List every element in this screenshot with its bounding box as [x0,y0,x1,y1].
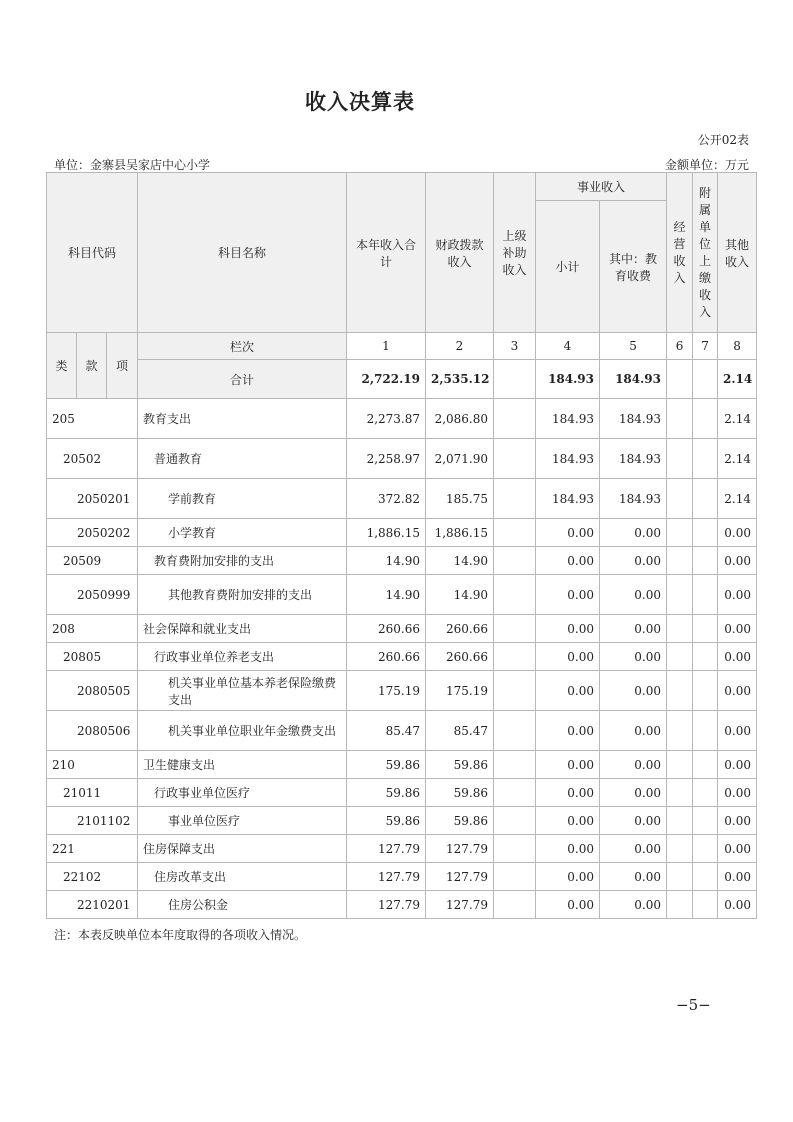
subsidy-income [494,751,536,779]
shiye-subtotal: 0.00 [536,643,600,671]
other-income: 0.00 [718,779,757,807]
subject-code: 20805 [47,643,138,671]
edu-fee: 0.00 [600,519,667,547]
total-value [693,360,718,399]
subject-name: 机关事业单位基本养老保险缴费支出 [138,671,347,711]
subject-name: 行政事业单位养老支出 [138,643,347,671]
table-row [47,399,757,439]
col-number: 4 [536,333,600,360]
other-income: 0.00 [718,751,757,779]
fiscal-income: 175.19 [426,671,494,711]
total-income: 1,886.15 [347,519,426,547]
other-income: 0.00 [718,615,757,643]
other-income: 0.00 [718,711,757,751]
header-subtotal: 小计 [536,201,600,333]
total-income: 372.82 [347,479,426,519]
operating-income [667,807,693,835]
total-income: 14.90 [347,575,426,615]
subject-name: 住房公积金 [138,891,347,919]
total-row [47,360,757,399]
total-income: 127.79 [347,891,426,919]
fiscal-income: 1,886.15 [426,519,494,547]
fiscal-income: 260.66 [426,643,494,671]
shiye-subtotal: 0.00 [536,779,600,807]
total-label: 合计 [138,360,347,399]
header-code: 科目代码 [47,173,138,333]
subsidy-income [494,779,536,807]
subject-code: 221 [47,835,138,863]
total-income: 59.86 [347,779,426,807]
total-value: 184.93 [536,360,600,399]
operating-income [667,671,693,711]
shiye-subtotal: 0.00 [536,751,600,779]
subject-name: 教育费附加安排的支出 [138,547,347,575]
edu-fee: 0.00 [600,751,667,779]
edu-fee: 0.00 [600,807,667,835]
fiscal-income: 14.90 [426,575,494,615]
total-income: 59.86 [347,751,426,779]
other-income: 0.00 [718,891,757,919]
subsidy-income [494,807,536,835]
subject-code: 2050201 [47,479,138,519]
total-value: 184.93 [600,360,667,399]
header-affiliated: 附属单位上缴收入 [693,173,718,333]
table-row [47,547,757,575]
subject-name: 学前教育 [138,479,347,519]
table-row [47,807,757,835]
operating-income [667,479,693,519]
operating-income [667,751,693,779]
total-value: 2,722.19 [347,360,426,399]
header-name: 科目名称 [138,173,347,333]
subsidy-income [494,575,536,615]
subject-name: 事业单位医疗 [138,807,347,835]
subject-code: 22102 [47,863,138,891]
other-income: 2.14 [718,399,757,439]
other-income: 0.00 [718,863,757,891]
fiscal-income: 127.79 [426,891,494,919]
edu-fee: 0.00 [600,643,667,671]
total-income: 127.79 [347,835,426,863]
header-edu-fee: 其中：教育收费 [600,201,667,333]
shiye-subtotal: 0.00 [536,671,600,711]
subject-code: 2080505 [47,671,138,711]
fiscal-income: 185.75 [426,479,494,519]
edu-fee: 0.00 [600,711,667,751]
table-row [47,643,757,671]
subject-code: 2210201 [47,891,138,919]
total-income: 175.19 [347,671,426,711]
other-income: 0.00 [718,671,757,711]
fiscal-income: 59.86 [426,751,494,779]
subject-code: 208 [47,615,138,643]
subject-name: 机关事业单位职业年金缴费支出 [138,711,347,751]
total-value [494,360,536,399]
affiliated-income [693,863,718,891]
form-code: 公开02表 [697,133,749,147]
shiye-subtotal: 0.00 [536,547,600,575]
affiliated-income [693,439,718,479]
affiliated-income [693,807,718,835]
subject-code: 21011 [47,779,138,807]
table-row [47,575,757,615]
shiye-subtotal: 0.00 [536,615,600,643]
col-number: 7 [693,333,718,360]
other-income: 0.00 [718,835,757,863]
subject-name: 行政事业单位医疗 [138,779,347,807]
edu-fee: 0.00 [600,779,667,807]
total-value [667,360,693,399]
affiliated-income [693,711,718,751]
fiscal-income: 127.79 [426,863,494,891]
header-kuan: 款 [77,333,107,399]
subject-name: 其他教育费附加安排的支出 [138,575,347,615]
table-row [47,779,757,807]
col-number: 1 [347,333,426,360]
affiliated-income [693,547,718,575]
edu-fee: 184.93 [600,479,667,519]
shiye-subtotal: 0.00 [536,891,600,919]
col-number: 3 [494,333,536,360]
subsidy-income [494,615,536,643]
table-row [47,835,757,863]
operating-income [667,711,693,751]
operating-income [667,863,693,891]
subject-name: 卫生健康支出 [138,751,347,779]
subject-code: 2101102 [47,807,138,835]
reporting-unit: 单位：金寨县吴家店中心小学 [54,158,211,172]
fiscal-income: 2,086.80 [426,399,494,439]
total-value: 2,535.12 [426,360,494,399]
edu-fee: 0.00 [600,863,667,891]
total-income: 260.66 [347,643,426,671]
header-operating: 经营收入 [667,173,693,333]
subject-code: 20509 [47,547,138,575]
table-row [47,615,757,643]
subject-name: 教育支出 [138,399,347,439]
col-number: 5 [600,333,667,360]
subsidy-income [494,891,536,919]
col-number: 6 [667,333,693,360]
header-lanci: 栏次 [138,333,347,360]
operating-income [667,835,693,863]
subsidy-income [494,399,536,439]
edu-fee: 0.00 [600,891,667,919]
edu-fee: 0.00 [600,835,667,863]
table-row [47,711,757,751]
subject-name: 住房改革支出 [138,863,347,891]
edu-fee: 0.00 [600,671,667,711]
subsidy-income [494,519,536,547]
subject-name: 小学教育 [138,519,347,547]
page-title: 收入决算表 [305,90,415,114]
edu-fee: 184.93 [600,399,667,439]
operating-income [667,779,693,807]
table-row [47,479,757,519]
subject-code: 210 [47,751,138,779]
operating-income [667,575,693,615]
footnote: 注：本表反映单位本年度取得的各项收入情况。 [54,928,307,942]
table-row [47,863,757,891]
header-total: 本年收入合计 [347,173,426,333]
table-row [47,891,757,919]
shiye-subtotal: 0.00 [536,863,600,891]
table-row [47,519,757,547]
operating-income [667,615,693,643]
affiliated-income [693,779,718,807]
edu-fee: 184.93 [600,439,667,479]
affiliated-income [693,519,718,547]
total-income: 2,273.87 [347,399,426,439]
subsidy-income [494,643,536,671]
other-income: 2.14 [718,479,757,519]
shiye-subtotal: 184.93 [536,439,600,479]
shiye-subtotal: 0.00 [536,835,600,863]
total-income: 260.66 [347,615,426,643]
affiliated-income [693,671,718,711]
other-income: 2.14 [718,439,757,479]
affiliated-income [693,751,718,779]
page-number: −5− [676,996,711,1014]
total-income: 2,258.97 [347,439,426,479]
header-shiye: 事业收入 [536,173,667,201]
other-income: 0.00 [718,807,757,835]
header-fiscal: 财政拨款收入 [426,173,494,333]
subject-code: 2080506 [47,711,138,751]
income-table [46,172,757,919]
affiliated-income [693,891,718,919]
affiliated-income [693,615,718,643]
subject-code: 20502 [47,439,138,479]
operating-income [667,891,693,919]
header-lei: 类 [47,333,77,399]
fiscal-income: 2,071.90 [426,439,494,479]
shiye-subtotal: 0.00 [536,519,600,547]
col-number: 8 [718,333,757,360]
subsidy-income [494,547,536,575]
shiye-subtotal: 0.00 [536,807,600,835]
total-income: 127.79 [347,863,426,891]
subsidy-income [494,479,536,519]
affiliated-income [693,835,718,863]
shiye-subtotal: 184.93 [536,479,600,519]
total-income: 59.86 [347,807,426,835]
subject-name: 普通教育 [138,439,347,479]
subsidy-income [494,863,536,891]
operating-income [667,519,693,547]
fiscal-income: 14.90 [426,547,494,575]
table-row [47,671,757,711]
shiye-subtotal: 184.93 [536,399,600,439]
other-income: 0.00 [718,547,757,575]
subject-name: 社会保障和就业支出 [138,615,347,643]
fiscal-income: 59.86 [426,807,494,835]
fiscal-income: 127.79 [426,835,494,863]
col-number: 2 [426,333,494,360]
subsidy-income [494,711,536,751]
affiliated-income [693,399,718,439]
amount-unit: 金额单位：万元 [664,158,749,172]
other-income: 0.00 [718,519,757,547]
fiscal-income: 85.47 [426,711,494,751]
header-subsidy: 上级补助收入 [494,173,536,333]
subject-name: 住房保障支出 [138,835,347,863]
affiliated-income [693,643,718,671]
operating-income [667,547,693,575]
edu-fee: 0.00 [600,547,667,575]
total-value: 2.14 [718,360,757,399]
table-row [47,751,757,779]
subject-code: 205 [47,399,138,439]
shiye-subtotal: 0.00 [536,711,600,751]
header-xiang: 项 [107,333,138,399]
subsidy-income [494,439,536,479]
affiliated-income [693,575,718,615]
edu-fee: 0.00 [600,615,667,643]
edu-fee: 0.00 [600,575,667,615]
other-income: 0.00 [718,643,757,671]
subsidy-income [494,835,536,863]
table-row [47,439,757,479]
operating-income [667,399,693,439]
fiscal-income: 260.66 [426,615,494,643]
operating-income [667,439,693,479]
fiscal-income: 59.86 [426,779,494,807]
total-income: 14.90 [347,547,426,575]
subsidy-income [494,671,536,711]
subject-code: 2050202 [47,519,138,547]
shiye-subtotal: 0.00 [536,575,600,615]
total-income: 85.47 [347,711,426,751]
subject-code: 2050999 [47,575,138,615]
operating-income [667,643,693,671]
other-income: 0.00 [718,575,757,615]
affiliated-income [693,479,718,519]
header-other: 其他收入 [718,173,757,333]
